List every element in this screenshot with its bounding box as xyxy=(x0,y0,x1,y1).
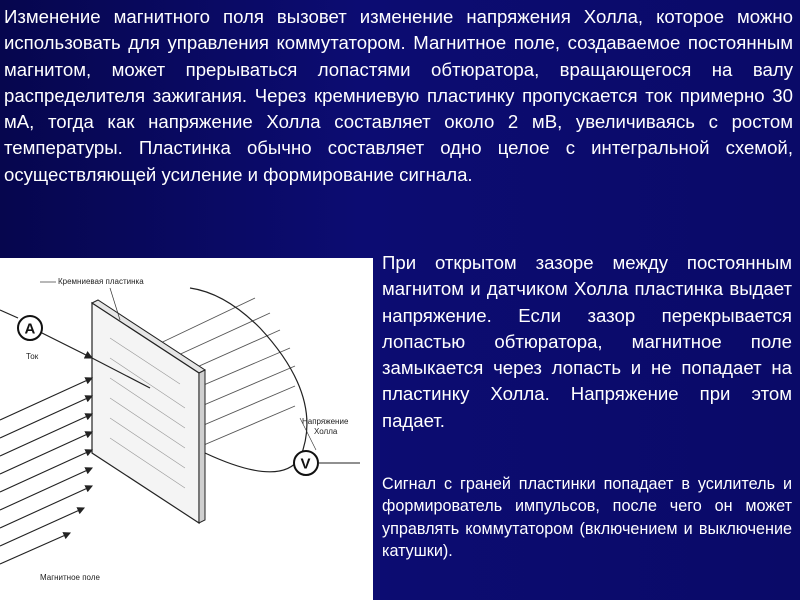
hall-effect-diagram xyxy=(0,258,373,600)
label-silicon-plate: Кремниевая пластинка xyxy=(58,277,144,286)
label-hall-voltage-1: Напряжение xyxy=(302,417,349,426)
paragraph-right-1: При открытом зазоре между постоянным магнитом и датчиком Холла пластинка выдает напряжение. Если зазор перекрывается лопастью обтюратора, магнитное поле замыкается через лопасть и не попадает на пластинку Холла. Напряжение при этом падает. xyxy=(382,252,792,431)
voltmeter-letter: V xyxy=(300,455,311,473)
ammeter-icon xyxy=(18,316,42,340)
silicon-plate xyxy=(92,300,205,523)
label-magnetic-field: Магнитное поле xyxy=(40,573,100,582)
paragraph-right-2: Сигнал с граней пластинки попадает в усилитель и формирователь импульсов, после чего он может управлять коммутатором (включением и выключение катушки). xyxy=(382,475,792,561)
ammeter-letter: A xyxy=(24,320,36,338)
field-arrows xyxy=(0,378,92,564)
voltmeter-icon xyxy=(294,451,318,475)
label-hall-voltage-2: Холла xyxy=(314,427,338,436)
paragraph-top: Изменение магнитного поля вызовет изменение напряжения Холла, которое можно использовать для управления коммутатором. Магнитное поле, создаваемое постоянным магнитом, может прерываться лопастями обтюратора, вращающегося на валу распределителя зажигания. Через кремниевую пластинку пропускается ток примерно 30 мА, тогда как напряжение Холла составляет около 2 мВ, увеличиваясь с ростом температуры. Пластинка обычно составляет одно целое с интегральной схемой, осуществляющей усиление и формирование сигнала. xyxy=(4,6,793,185)
label-current: Ток xyxy=(26,352,39,361)
